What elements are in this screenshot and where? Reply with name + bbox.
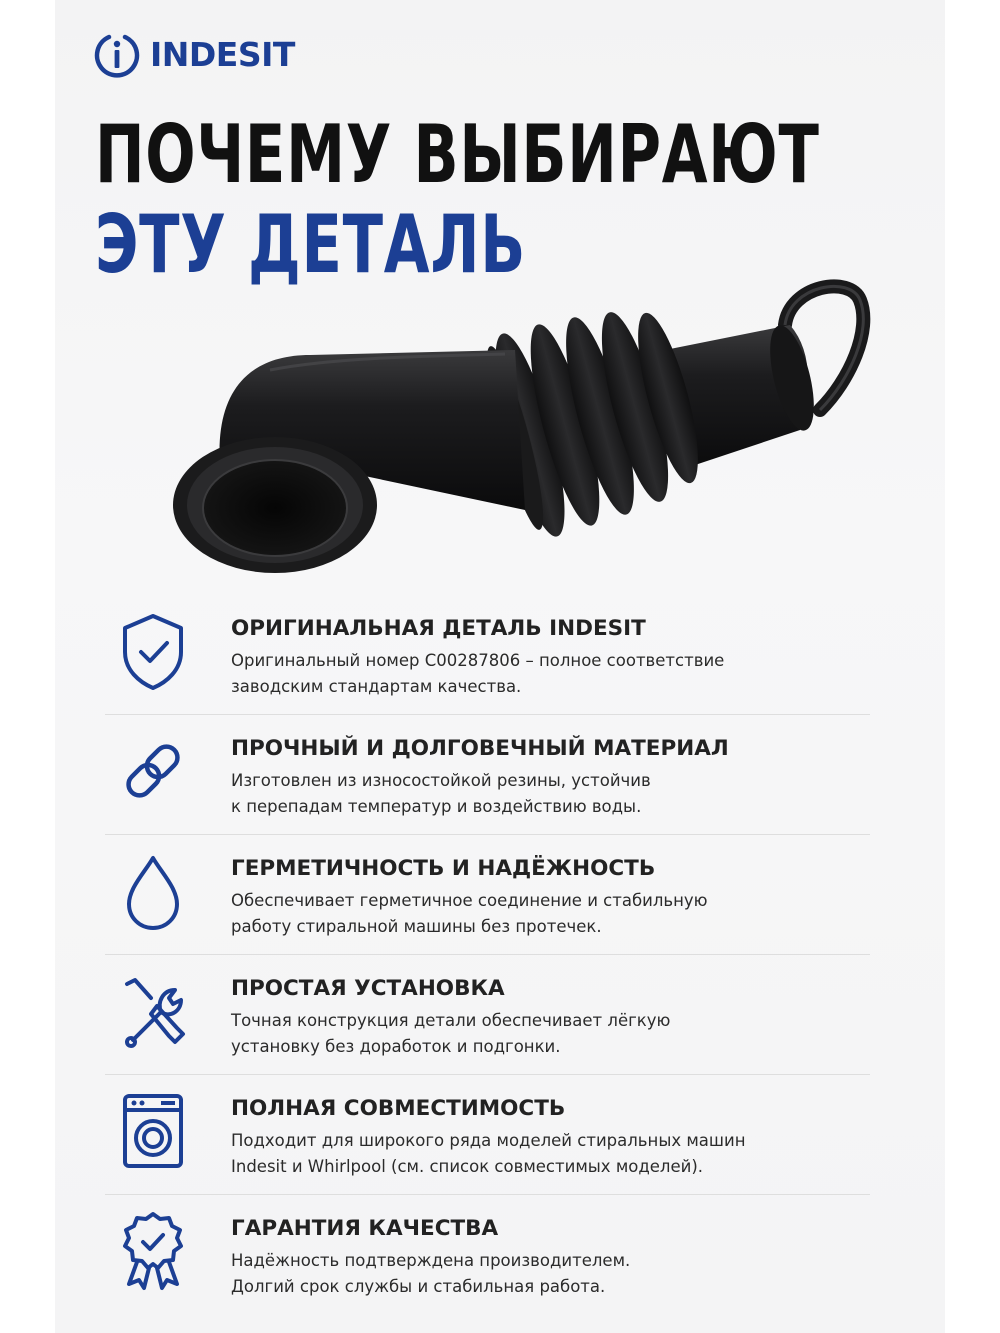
feature-description <box>231 648 831 700</box>
feature-description-line: Долгий срок службы и стабильная работа. <box>231 1277 606 1296</box>
feature-title: ОРИГИНАЛЬНАЯ ДЕТАЛЬ INDESIT <box>231 616 646 641</box>
brand-logo <box>92 28 295 80</box>
feature-original-part <box>105 595 870 715</box>
features-list <box>105 595 870 1315</box>
feature-description <box>231 768 831 820</box>
feature-description-line: Подходит для широкого ряда моделей стиральных машин <box>231 1131 746 1150</box>
headline-line-1: ПОЧЕМУ ВЫБИРАЮТ <box>95 108 820 201</box>
page-headline <box>95 110 820 290</box>
feature-description <box>231 1248 831 1300</box>
shield-check-icon <box>117 610 189 692</box>
feature-title: ГАРАНТИЯ КАЧЕСТВА <box>231 1216 499 1241</box>
drain-hose-image <box>160 270 880 600</box>
feature-durable-material <box>105 715 870 835</box>
brand-name: INDESIT <box>150 34 295 74</box>
feature-description <box>231 1128 831 1180</box>
feature-description-line: Надёжность подтверждена производителем. <box>231 1251 631 1270</box>
feature-description-line: Обеспечивает герметичное соединение и стабильную <box>231 891 708 910</box>
chain-link-icon <box>117 730 189 812</box>
feature-description <box>231 888 831 940</box>
feature-description-line: к перепадам температур и воздействию воды. <box>231 797 642 816</box>
feature-description-line: Оригинальный номер C00287806 – полное соответствие <box>231 651 725 670</box>
wrench-screwdriver-icon <box>117 970 189 1052</box>
feature-description-line: Изготовлен из износостойкой резины, устойчив <box>231 771 651 790</box>
feature-description-line: заводским стандартам качества. <box>231 677 522 696</box>
quality-badge-icon <box>117 1210 189 1292</box>
feature-easy-install <box>105 955 870 1075</box>
feature-description-line: установку без доработок и подгонки. <box>231 1037 561 1056</box>
indesit-logo-icon <box>92 29 142 79</box>
feature-description <box>231 1008 831 1060</box>
feature-title: ПРОЧНЫЙ И ДОЛГОВЕЧНЫЙ МАТЕРИАЛ <box>231 736 729 761</box>
water-drop-icon <box>117 850 189 932</box>
feature-quality-guarantee <box>105 1195 870 1315</box>
feature-title: ПОЛНАЯ СОВМЕСТИМОСТЬ <box>231 1096 566 1121</box>
washing-machine-icon <box>117 1090 189 1172</box>
feature-description-line: Indesit и Whirlpool (см. список совместимых моделей). <box>231 1157 704 1176</box>
feature-title: ГЕРМЕТИЧНОСТЬ И НАДЁЖНОСТЬ <box>231 856 656 881</box>
feature-description-line: Точная конструкция детали обеспечивает лёгкую <box>231 1011 671 1030</box>
feature-title: ПРОСТАЯ УСТАНОВКА <box>231 976 505 1001</box>
feature-compatibility <box>105 1075 870 1195</box>
feature-sealing <box>105 835 870 955</box>
feature-description-line: работу стиральной машины без протечек. <box>231 917 602 936</box>
headline-line-2: ЭТУ ДЕТАЛЬ <box>95 198 527 291</box>
